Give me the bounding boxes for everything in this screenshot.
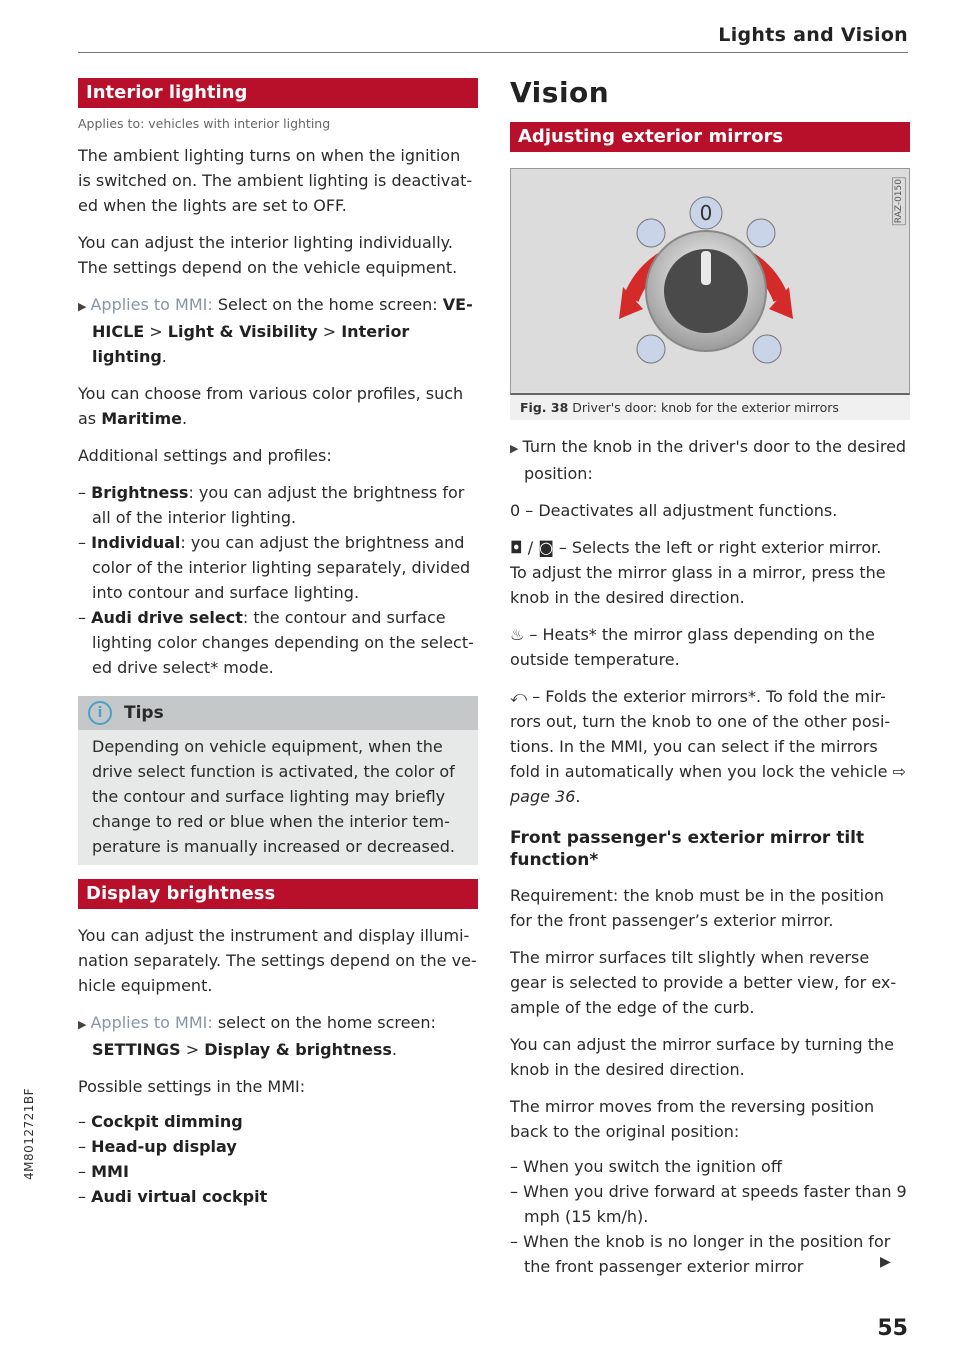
page-header <box>78 0 908 53</box>
mmi-settings-list <box>78 1109 478 1209</box>
heat-icon: ♨ <box>510 625 525 644</box>
list-item: – Audi virtual cockpit <box>78 1187 268 1206</box>
figure-caption: Fig. 38 Driver's door: knob for the exterior mirrors <box>520 400 839 415</box>
page-link[interactable]: ⇨ page 36 <box>510 762 906 806</box>
list-item: – Audi drive select: the contour and surface lighting color changes depending on the select-ed drive select* mode. <box>78 608 474 677</box>
menu-path: Display & brightness <box>204 1040 392 1059</box>
figure <box>510 168 910 420</box>
applies-mmi: Applies to MMI: <box>90 295 213 314</box>
list-item: – MMI <box>78 1162 129 1181</box>
right-column <box>510 78 910 1279</box>
mirror-knob-illustration <box>510 168 910 395</box>
fold-icon: ⤺ <box>510 687 528 706</box>
list-item: – Head-up display <box>78 1137 237 1156</box>
paragraph: 0 – Deactivates all adjustment functions. <box>510 501 838 520</box>
tips-text: Depending on vehicle equipment, when the drive select function is activated, the color of the contour and surface lighting may briefly change to red or blue when the interior tem-perature is manually increased or decreased. <box>92 737 455 856</box>
applies-mmi: Applies to MMI: <box>90 1013 213 1032</box>
paragraph: You can adjust the mirror surface by turning the knob in the desired direction. <box>510 1035 894 1079</box>
figure-code: RAZ-0150 <box>894 179 904 224</box>
paragraph: ⤺ – Folds the exterior mirrors*. To fold the mir-rors out, turn the knob to one of the other posi-tions. In the MMI, you can select if the mirrors fold in automatically when you lock the vehicle ⇨ page 36. <box>510 687 906 806</box>
list-item: – Brightness: you can adjust the brightness for all of the interior lighting. <box>78 483 465 527</box>
left-column <box>78 78 478 1209</box>
paragraph: The mirror moves from the reversing position back to the original position: <box>510 1097 875 1141</box>
paragraph: You can adjust the instrument and display illumi-nation separately. The settings depend on the ve-hicle equipment. <box>78 926 477 995</box>
menu-path: VE-HICLE <box>92 295 473 341</box>
menu-path: Light & Visibility <box>167 322 318 341</box>
chapter-title: Lights and Vision <box>718 24 908 46</box>
applies-note: Applies to: vehicles with interior lighting <box>78 116 331 131</box>
menu-path: SETTINGS <box>92 1040 181 1059</box>
arrow-icon: ▶ <box>78 1018 87 1031</box>
display-brightness-heading: Display brightness <box>78 879 478 909</box>
mirror-select-icon: ◘ / ◙ <box>510 538 554 557</box>
tips-title: Tips <box>124 703 164 723</box>
section-title: Vision <box>510 76 610 109</box>
menu-path: Interior lighting <box>92 322 410 366</box>
settings-list <box>78 480 478 680</box>
svg-text:0: 0 <box>699 201 713 225</box>
adjusting-mirrors-heading: Adjusting exterior mirrors <box>510 122 910 152</box>
paragraph: ◘ / ◙ – Selects the left or right exterior mirror. To adjust the mirror glass in a mirror, press the knob in the desired direction. <box>510 538 886 607</box>
interior-lighting-heading: Interior lighting <box>78 78 478 108</box>
subheading: Front passenger's exterior mirror tilt function* <box>510 828 865 870</box>
instruction-step: ▶ Applies to MMI: select on the home screen: SETTINGS > Display & brightness. <box>78 1013 436 1059</box>
paragraph: The ambient lighting turns on when the ignition is switched on. The ambient lighting is deactivat-ed when the lights are set to OFF. <box>78 146 473 215</box>
paragraph: ♨ – Heats* the mirror glass depending on the outside temperature. <box>510 625 875 669</box>
paragraph: Possible settings in the MMI: <box>78 1077 306 1096</box>
document-code: 4M8012721BF <box>22 1087 36 1180</box>
instruction-step: ▶ Turn the knob in the driver's door to the desired position: <box>510 437 907 483</box>
next-page-arrow: ▶ <box>880 1254 891 1270</box>
arrow-icon: ▶ <box>510 442 519 455</box>
list-item: – When the knob is no longer in the position for the front passenger exterior mirror <box>510 1232 891 1276</box>
paragraph: Additional settings and profiles: <box>78 446 332 465</box>
list-item: – When you switch the ignition off <box>510 1157 782 1176</box>
page-number: 55 <box>877 1316 908 1341</box>
tips-box <box>78 696 478 865</box>
paragraph: Requirement: the knob must be in the position for the front passenger’s exterior mirror. <box>510 886 885 930</box>
paragraph: The mirror surfaces tilt slightly when reverse gear is selected to provide a better view, for ex-ample of the edge of the curb. <box>510 948 897 1017</box>
info-icon: i <box>88 701 112 725</box>
instruction-step: ▶ Applies to MMI: Select on the home screen: VE-HICLE > Light & Visibility > Interior lighting. <box>78 295 473 366</box>
conditions-list <box>510 1154 910 1279</box>
paragraph: You can choose from various color profiles, such as Maritime. <box>78 384 464 428</box>
list-item: – Individual: you can adjust the brightness and color of the interior lighting separately, divided into contour and surface lighting. <box>78 533 471 602</box>
list-item: – When you drive forward at speeds faster than 9 mph (15 km/h). <box>510 1182 907 1226</box>
list-item: – Cockpit dimming <box>78 1112 243 1131</box>
paragraph: You can adjust the interior lighting individually. The settings depend on the vehicle equipment. <box>78 233 458 277</box>
knob-drawing <box>511 169 909 391</box>
arrow-icon: ▶ <box>78 300 87 313</box>
